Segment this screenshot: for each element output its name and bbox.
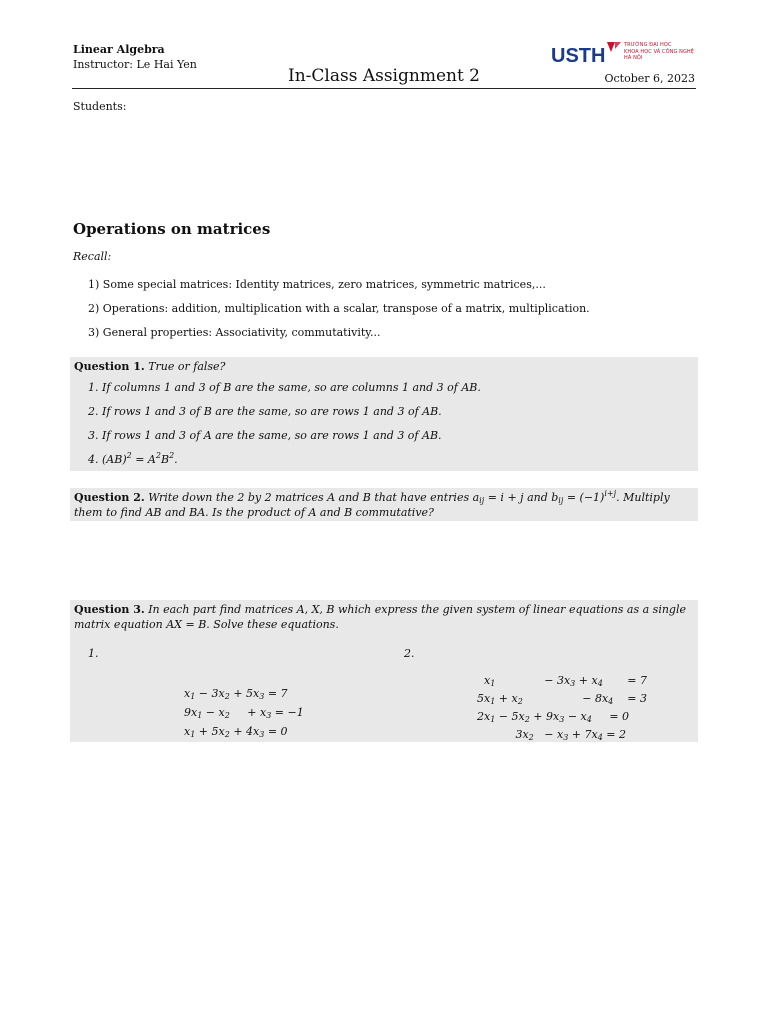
recall-label: Recall: bbox=[73, 250, 112, 263]
list-item: 3. If rows 1 and 3 of A are the same, so are rows 1 and 3 of AB. bbox=[88, 429, 442, 442]
true-false-list bbox=[88, 381, 481, 477]
svg-text:USTH: USTH bbox=[551, 45, 606, 67]
usth-logo bbox=[551, 36, 701, 74]
part-1-label: 1. bbox=[88, 647, 99, 660]
date: October 6, 2023 bbox=[604, 72, 695, 85]
equation-system-1: $x_1 - 3x_2 + 5x_3 = 7$ $9x_1 - x_2$ + $x_3 = -1$ $x_1 + 5x_2 + 4x_3 = 0$ bbox=[184, 687, 304, 739]
question-label: Question 2. bbox=[74, 491, 145, 504]
list-item: 2) Operations: addition, multiplication with a scalar, transpose of a matrix, multiplication. bbox=[88, 302, 590, 315]
list-item: 4. $(AB)^2 = A^2B^2$. bbox=[88, 451, 178, 466]
logo-text: TRƯỜNG ĐẠI HỌC KHOA HỌC VÀ CÔNG NGHỆ HÀ NỘI bbox=[624, 42, 695, 61]
question-2-text: Question 2. Write down the 2 by 2 matrices A and B that have entries $a_{ij} = i + j$ and $b_{ij} = (-1)^{i+j}$. Multiply them to find AB and BA. Is the product of A and B commutative? bbox=[74, 489, 670, 519]
equation-system-2: $x_1$ − $3x_3 + x_4$ = 7 $5x_1 + x_2$ − $8x_4$ = 3 $2x_1 - 5x_2 + 9x_3 - x_4$ = 0 $3x_2 - x_3 + 7x_4 = 2$ bbox=[470, 674, 647, 742]
section-title: Operations on matrices bbox=[73, 220, 271, 238]
students-label: Students: bbox=[73, 100, 127, 113]
page-title: In-Class Assignment 2 bbox=[287, 66, 480, 86]
question-3-box bbox=[70, 600, 698, 742]
question-label: Question 1. bbox=[74, 360, 145, 373]
part-2-label: 2. bbox=[404, 647, 415, 660]
course-name: Linear Algebra bbox=[73, 43, 165, 56]
question-label: Question 3. bbox=[74, 603, 145, 616]
list-item: 1. If columns 1 and 3 of B are the same, so are columns 1 and 3 of AB. bbox=[88, 381, 481, 394]
question-1-header bbox=[74, 359, 694, 374]
instructor-name: Instructor: Le Hai Yen bbox=[73, 58, 197, 71]
question-prompt: True or false? bbox=[148, 360, 226, 373]
recall-list bbox=[88, 278, 590, 350]
list-item: 3) General properties: Associativity, commutativity... bbox=[88, 326, 381, 339]
usth-logo-mark bbox=[551, 40, 621, 68]
list-item: 2. If rows 1 and 3 of B are the same, so are rows 1 and 3 of AB. bbox=[88, 405, 442, 418]
list-item: 1) Some special matrices: Identity matrices, zero matrices, symmetric matrices,... bbox=[88, 278, 546, 291]
question-3-text: Question 3. In each part find matrices A, X, B which express the given system of linear equations as a single matrix equation AX = B. Solve these equations. bbox=[74, 603, 686, 631]
question-1-box bbox=[70, 357, 698, 471]
question-2-box bbox=[70, 488, 698, 521]
header-divider bbox=[72, 88, 696, 89]
